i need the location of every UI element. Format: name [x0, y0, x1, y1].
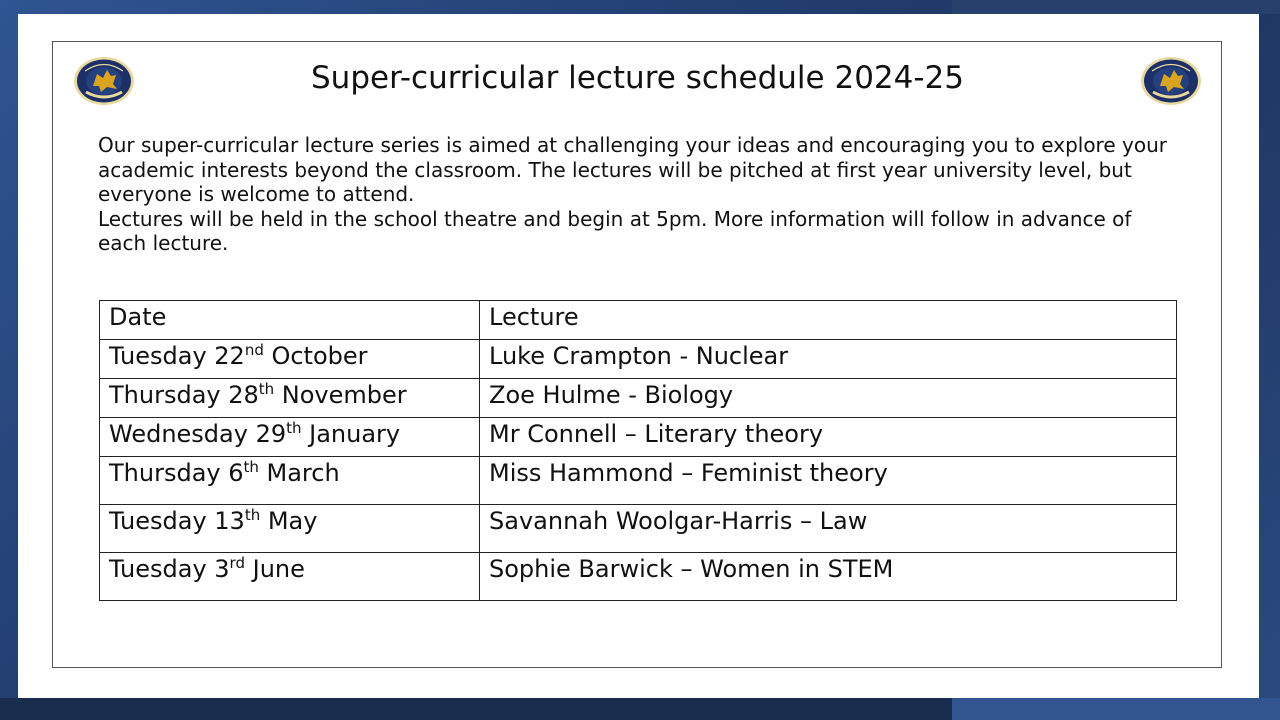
table-row: [100, 553, 1177, 601]
date-suffix: th: [286, 419, 302, 437]
date-month: November: [274, 381, 407, 409]
date-cell: [100, 505, 480, 553]
date-month: March: [258, 459, 340, 487]
background-block-bottom-left: [0, 698, 952, 720]
table-header-cell: Lecture: [480, 301, 1177, 340]
table-row: [100, 418, 1177, 457]
date-cell: [100, 379, 480, 418]
date-suffix: nd: [244, 341, 264, 359]
date-suffix: th: [243, 458, 259, 476]
table-row: [100, 379, 1177, 418]
date-suffix: th: [258, 380, 275, 398]
date-suffix: th: [244, 506, 261, 524]
date-day: Thursday 6: [109, 459, 244, 487]
lecture-schedule-table: [99, 300, 1177, 601]
background-block-top-right: [952, 0, 1280, 14]
background-block-bottom-right: [952, 698, 1280, 720]
date-cell: [100, 418, 480, 457]
school-crest-icon: [73, 56, 135, 106]
table-row: [100, 505, 1177, 553]
date-suffix: rd: [229, 554, 245, 572]
table-row: [100, 340, 1177, 379]
table-header-row: [100, 301, 1177, 340]
lecture-cell: Sophie Barwick – Women in STEM: [480, 553, 1177, 601]
date-day: Tuesday 13: [109, 507, 245, 535]
date-day: Tuesday 3: [109, 555, 230, 583]
table-row: [100, 457, 1177, 505]
lecture-cell: Savannah Woolgar-Harris – Law: [480, 505, 1177, 553]
table-header-cell: Date: [100, 301, 480, 340]
intro-paragraph: Lectures will be held in the school theatre and begin at 5pm. More information will follow in advance of each lecture.: [98, 206, 1132, 255]
intro-paragraph: Our super-curricular lecture series is aimed at challenging your ideas and encouraging you to explore your academic interests beyond the classroom. The lectures will be pitched at first year university level, but everyone is welcome to attend.: [98, 133, 1167, 206]
date-day: Thursday 28: [109, 381, 259, 409]
date-month: June: [244, 555, 305, 583]
date-cell: [100, 553, 480, 601]
date-cell: [100, 457, 480, 505]
date-month: January: [301, 420, 401, 448]
lecture-cell: Zoe Hulme - Biology: [480, 379, 1177, 418]
lecture-cell: Miss Hammond – Feminist theory: [480, 457, 1177, 505]
date-day: Wednesday 29: [109, 420, 287, 448]
date-month: October: [263, 342, 368, 370]
date-day: Tuesday 22: [109, 342, 245, 370]
lecture-cell: Luke Crampton - Nuclear: [480, 340, 1177, 379]
date-month: May: [260, 507, 318, 535]
intro-text: [98, 133, 1178, 256]
page-title: Super-curricular lecture schedule 2024-25: [311, 60, 964, 96]
lecture-cell: Mr Connell – Literary theory: [480, 418, 1177, 457]
school-crest-icon: [1140, 56, 1202, 106]
date-cell: [100, 340, 480, 379]
